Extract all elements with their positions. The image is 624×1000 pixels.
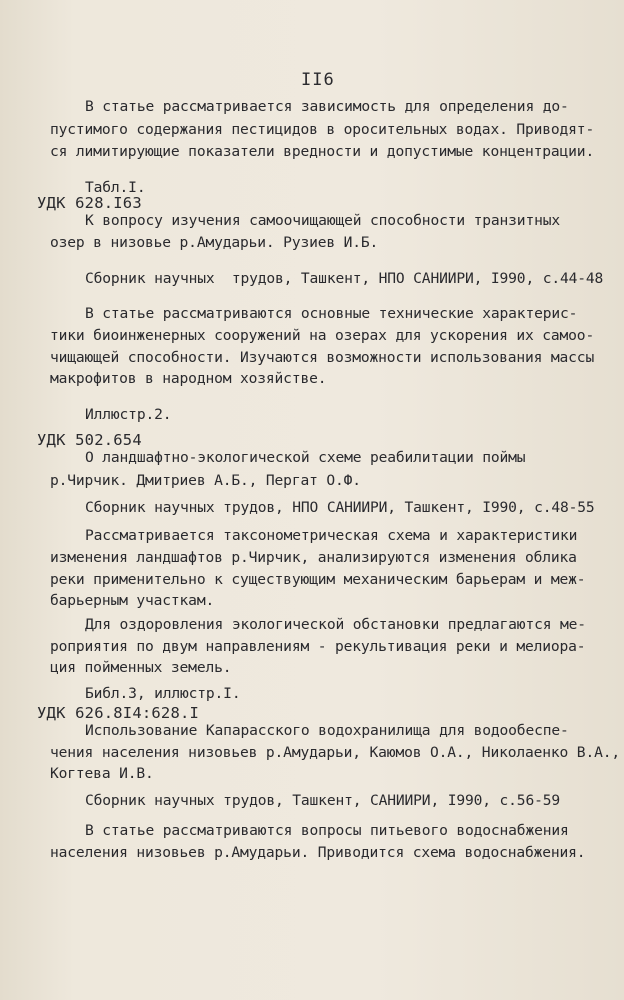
page-number: II6 [301, 70, 335, 90]
abstract-line: изменения ландшафтов р.Чирчик, анализируются изменения облика [50, 549, 577, 566]
entry-title-line: О ландшафтно-экологической схеме реабилитации поймы [85, 449, 526, 466]
abstract-line: барьерным участкам. [50, 592, 215, 609]
abstract-line: Для оздоровления экологической обстановки предлагаются ме- [85, 616, 586, 633]
udk-code: УДК 502.654 [37, 431, 142, 449]
entry-source: Сборник научных трудов, Ташкент, САНИИРИ, I990, с.56-59 [85, 792, 560, 809]
abstract-line: ся лимитирующие показатели вредности и допустимые концентрации. [50, 143, 595, 160]
entry-title-line: Когтева И.В. [50, 765, 154, 782]
entry-source: Сборник научных трудов, НПО САНИИРИ, Ташкент, I990, с.48-55 [85, 499, 595, 516]
entry-title-line: Использование Капарасского водохранилища для водообеспе- [85, 722, 569, 739]
entry-title-line: р.Чирчик. Дмитриев А.Б., Пергат О.Ф. [50, 472, 361, 489]
abstract-line: роприятия по двум направлениям - рекультивация реки и мелиора- [50, 638, 586, 655]
abstract-line: чищающей способности. Изучаются возможности использования массы [50, 349, 595, 366]
abstract-line: Рассматривается таксонометрическая схема и характеристики [85, 527, 578, 544]
abstract-line: населения низовьев р.Амударьи. Приводится схема водоснабжения. [50, 844, 586, 861]
abstract-line: ция пойменных земель. [50, 659, 232, 676]
bibliography-note: Библ.3, иллюстр.I. [85, 685, 241, 702]
entry-title-line: озер в низовье р.Амударьи. Рузиев И.Б. [50, 234, 379, 251]
abstract-line: В статье рассматриваются вопросы питьевого водоснабжения [85, 822, 569, 839]
abstract-line: тики биоинженерных сооружений на озерах для ускорения их самоо- [50, 327, 595, 344]
abstract-line: реки применительно к существующим механическим барьерам и меж- [50, 571, 586, 588]
entry-title-line: К вопросу изучения самоочищающей способности транзитных [85, 212, 560, 229]
table-note: Табл.I. [85, 179, 146, 196]
udk-code: УДК 626.8I4:628.I [37, 704, 200, 722]
abstract-line: В статье рассматриваются основные технические характерис- [85, 305, 578, 322]
entry-source: Сборник научных трудов, Ташкент, НПО САНИИРИ, I990, с.44-48 [85, 270, 604, 287]
abstract-line: пустимого содержания пестицидов в оросительных водах. Приводят- [50, 121, 595, 138]
abstract-line: макрофитов в народном хозяйстве. [50, 370, 327, 387]
abstract-line: В статье рассматривается зависимость для определения до- [85, 98, 569, 115]
illustration-note: Иллюстр.2. [85, 406, 172, 423]
udk-code: УДК 628.I63 [37, 194, 142, 212]
entry-title-line: чения населения низовьев р.Амударьи, Каюмов О.А., Николаенко В.А., [50, 744, 620, 761]
